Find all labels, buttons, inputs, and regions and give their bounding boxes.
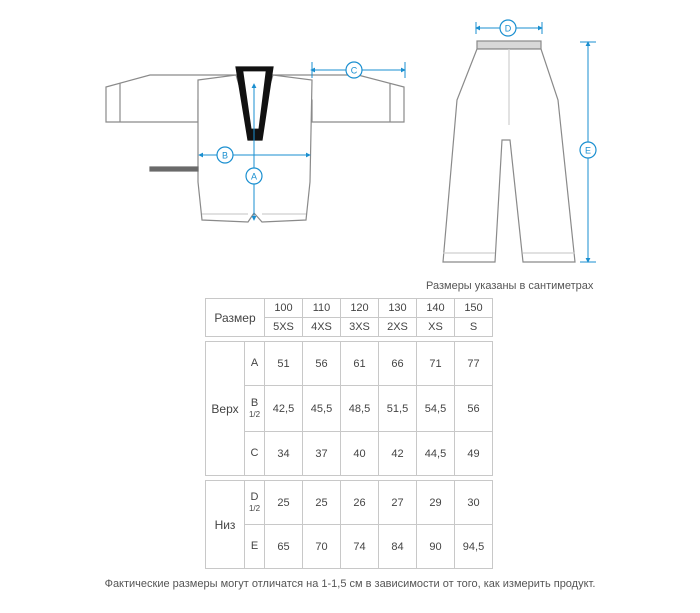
group-label-bottom: Низ <box>206 481 245 569</box>
cell-value: 27 <box>379 481 417 525</box>
cell-value: 29 <box>417 481 455 525</box>
units-note: Размеры указаны в сантиметрах <box>426 280 594 292</box>
cell-value: 56 <box>303 342 341 386</box>
cell-value: 25 <box>265 481 303 525</box>
header-height: 150 <box>455 299 493 318</box>
cell-value: 49 <box>455 432 493 476</box>
uniform-illustration <box>0 0 700 270</box>
table-row <box>206 386 493 432</box>
cell-value: 51,5 <box>379 386 417 432</box>
cell-value: 74 <box>341 525 379 569</box>
header-letter: XS <box>417 318 455 337</box>
footnote: Фактические размеры могут отличатся на 1-1,5 см в зависимости от того, как измерить продукт. <box>104 578 596 590</box>
cell-value: 40 <box>341 432 379 476</box>
cell-value: 26 <box>341 481 379 525</box>
marker-e-label: E <box>584 145 592 156</box>
measure-letter: E <box>250 540 259 552</box>
table-row <box>206 432 493 476</box>
cell-value: 84 <box>379 525 417 569</box>
marker-d <box>500 20 516 36</box>
measure-label <box>245 342 265 386</box>
measure-letter: B <box>250 396 259 409</box>
cell-value: 90 <box>417 525 455 569</box>
jacket-drawing <box>106 67 404 222</box>
cell-value: 56 <box>455 386 493 432</box>
cell-value: 34 <box>265 432 303 476</box>
cell-value: 94,5 <box>455 525 493 569</box>
header-letter: S <box>455 318 493 337</box>
measure-sub: 1/2 <box>248 409 261 419</box>
cell-value: 70 <box>303 525 341 569</box>
size-table <box>205 298 493 569</box>
cell-value: 61 <box>341 342 379 386</box>
measure-sub: 1/2 <box>248 503 261 513</box>
header-letter: 3XS <box>341 318 379 337</box>
cell-value: 30 <box>455 481 493 525</box>
size-label: Размер <box>206 299 265 337</box>
measure-label <box>245 525 265 569</box>
cell-value: 51 <box>265 342 303 386</box>
marker-a <box>246 168 262 184</box>
header-letter: 4XS <box>303 318 341 337</box>
header-height: 120 <box>341 299 379 318</box>
cell-value: 25 <box>303 481 341 525</box>
cell-value: 42,5 <box>265 386 303 432</box>
marker-a-label: A <box>250 171 258 182</box>
marker-c <box>346 62 362 78</box>
header-letter: 2XS <box>379 318 417 337</box>
table-row <box>206 342 493 386</box>
pants-drawing <box>443 41 575 262</box>
header-letter: 5XS <box>265 318 303 337</box>
cell-value: 44,5 <box>417 432 455 476</box>
marker-b-label: B <box>221 150 229 161</box>
measure-label <box>245 481 265 525</box>
table-row <box>206 525 493 569</box>
measure-letter: C <box>250 447 259 459</box>
cell-value: 42 <box>379 432 417 476</box>
marker-b <box>217 147 233 163</box>
cell-value: 37 <box>303 432 341 476</box>
header-height: 110 <box>303 299 341 318</box>
header-height: 130 <box>379 299 417 318</box>
measure-label <box>245 386 265 432</box>
table-header-heights <box>206 299 493 318</box>
cell-value: 48,5 <box>341 386 379 432</box>
cell-value: 54,5 <box>417 386 455 432</box>
cell-value: 77 <box>455 342 493 386</box>
table-row <box>206 481 493 525</box>
header-height: 100 <box>265 299 303 318</box>
measure-letter: A <box>250 357 259 369</box>
cell-value: 71 <box>417 342 455 386</box>
marker-e <box>580 142 596 158</box>
cell-value: 66 <box>379 342 417 386</box>
group-label-top: Верх <box>206 342 245 476</box>
cell-value: 65 <box>265 525 303 569</box>
marker-d-label: D <box>504 23 512 34</box>
measure-letter: D <box>250 490 259 503</box>
marker-c-label: C <box>350 65 358 76</box>
cell-value: 45,5 <box>303 386 341 432</box>
header-height: 140 <box>417 299 455 318</box>
measure-label <box>245 432 265 476</box>
